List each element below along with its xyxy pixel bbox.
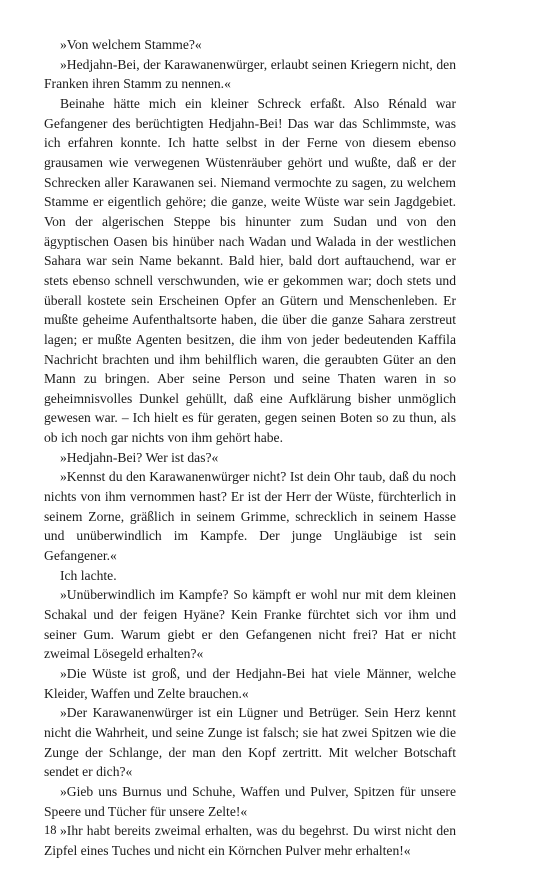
paragraph: »Unüberwindlich im Kampfe? So kämpft er wohl nur mit dem kleinen Schakal und der feigen Hyäne? Kein Franke fürchtet sich vor ihm und seiner Gum. Warum giebt er den Gefangenen nicht frei? Hat er nicht zweimal Lösegeld erhalten?« [44,587,456,662]
paragraph: »Ihr habt bereits zweimal erhalten, was du begehrst. Du wirst nicht den Zipfel eines Tuches und nicht ein Körnchen Pulver mehr erhalten!« [44,823,456,858]
paragraph: »Gieb uns Burnus und Schuhe, Waffen und Pulver, Spitzen für unsere Speere und Tücher für unsere Zelte!« [44,783,456,819]
paragraph: »Hedjahn-Bei, der Karawanenwürger, erlaubt seinen Kriegern nicht, den Franken ihren Stamm zu nennen.« [44,56,456,92]
paragraph: »Kennst du den Karawanenwürger nicht? Ist dein Ohr taub, daß du noch nichts von ihm vernommen hast? Er ist der Herr der Wüste, fürchterlich in seinem Zorne, gräßlich in seinem Grimme, schrecklich in seinem Hasse und unüberwindlich im Kampfe. Der junge Ungläubige ist sein Gefangener.« [44,469,456,564]
paragraph: »Die Wüste ist groß, und der Hedjahn-Bei hat viele Männer, welche Kleider, Waffen und Zelte brauchen.« [44,666,456,701]
paragraph: Ich lachte. [60,567,117,583]
paragraph: »Hedjahn-Bei? Wer ist das?« [60,449,219,465]
paragraph: Beinahe hätte mich ein kleiner Schreck erfaßt. Also Rénald war Gefangener des berüchtigten Hedjahn-Bei! Das war das Schlimmste, was ich erfahren konnte. Ich hatte selbst in der Ferne von diesem ebenso grausamen wie verwegenen Wüstenräuber gehört und wußte, daß er der Schrecken aller Karawanen sei. Niemand vermochte zu sagen, zu welchem Stamme er eigentlich gehöre; die ganze, weite Wüste war sein Jagdgebiet. Von der algerischen Steppe bis hinunter zum Sudan und von den ägyptischen Oasen bis hinüber nach Wadan und Walada in der westlichen Sahara war sein Name bekannt. Bald hier, bald dort auftauchend, war er stets ebenso schnell verschwunden, wie er gekommen war; doch stets und überall kostete sein Erscheinen Opfer an Gütern und Menschenleben. Er mußte geheime Aufenthaltsorte haben, die über die ganze Sahara zerstreut lagen; er mußte Agenten besitzen, die ihm von jeder bedeutenden Kaffila Nachricht brachten und ihm behilflich waren, die geraubten Güter an den Mann zu bringen. Aber seine Person und seine Thaten waren in so geheimnisvolles Dunkel gehüllt, daß eine Aufklärung bisher unmöglich gewesen war. – Ich hielt es für geraten, gegen seinen Boten so zu thun, als ob ich noch gar nichts von ihm gehört habe. [44,95,456,446]
paragraph: »Von welchem Stamme?« [60,37,202,52]
page-number: 18 [44,823,57,837]
book-page-body [44,35,456,861]
paragraph: »Der Karawanenwürger ist ein Lügner und Betrüger. Sein Herz kennt nicht die Wahrheit, und seine Zunge ist falsch; sie hat zwei Spitzen wie die Zunge der Schlange, der man den Kopf zertritt. Mit welcher Botschaft sendet er dich?« [44,705,456,780]
